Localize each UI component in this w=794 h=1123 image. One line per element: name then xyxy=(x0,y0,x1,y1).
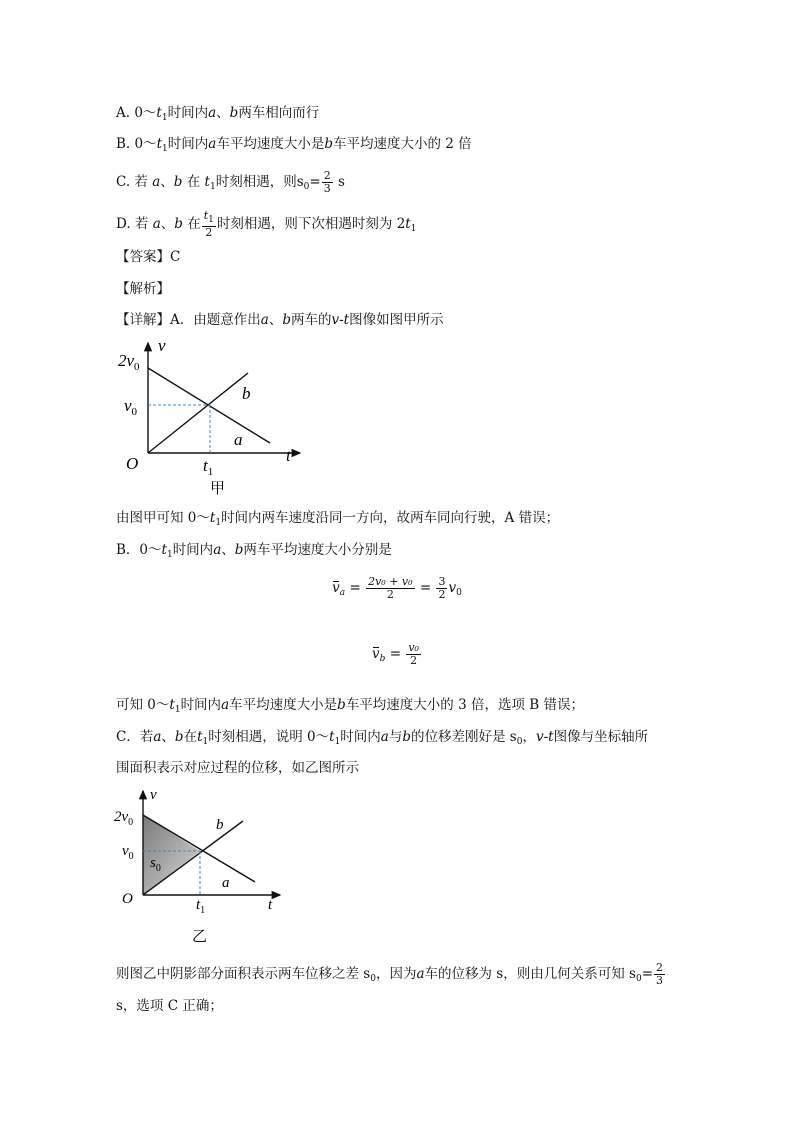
paragraph-7: s，选项 C 正确； xyxy=(116,998,223,1014)
fraction: $\frac{\text{v₀}}{2}$ xyxy=(408,641,419,667)
line-b-label: b xyxy=(216,817,224,833)
line-b xyxy=(148,373,248,453)
equation-vb: $v_b$ = $\frac{\text{v₀}}{2}$ xyxy=(372,641,419,667)
x-mark-label: $t_1$ xyxy=(196,897,206,916)
y-top-label: $2v_0$ xyxy=(114,809,134,828)
paragraph-5: 围面积表示对应过程的位移，如乙图所示 xyxy=(116,760,359,776)
y-mid-label: $v_0$ xyxy=(122,843,134,862)
figure-caption: 甲 xyxy=(210,481,226,497)
equation-va: $v_a$ = $\frac{\text{2v₀ + v₀}}{2}$ = $\frac{3}{2}$ $v_0$ xyxy=(332,575,462,601)
v-axis-label: v xyxy=(150,787,157,803)
option-c: C. 若 a、b 在 $t_1$时刻相遇，则$s_0=$ $\frac{2}{3}$ s xyxy=(116,169,345,195)
answer-line xyxy=(116,247,180,267)
figure-caption: 乙 xyxy=(192,929,208,945)
fraction: $\frac{3}{2}$ xyxy=(438,575,446,601)
line-a-label: a xyxy=(222,875,230,891)
t-axis-label: t xyxy=(286,446,291,465)
figure-yi xyxy=(110,785,290,945)
option-b: B. $0\sim t_1$时间内a车平均速度大小是b车平均速度大小的 2 倍 xyxy=(116,136,472,154)
paragraph-1: 由图甲可知 $0\sim t_1$时间内两车速度沿同一方向，故两车同向行驶，A 错误； xyxy=(116,510,560,528)
analysis-label: 【解析】 xyxy=(116,281,170,297)
origin-label: O xyxy=(126,454,139,473)
paragraph-3: 可知 $0\sim t_1$时间内a车平均速度大小是b车平均速度大小的 3 倍，选项 B 错误； xyxy=(116,697,584,715)
line-a-label: a xyxy=(234,430,243,449)
fraction: $\frac{\text{2v₀ + v₀}}{2}$ xyxy=(368,575,413,601)
fraction: $\frac{2}{3}$ xyxy=(323,169,331,195)
x-mark-label: $t_1$ xyxy=(203,456,214,478)
y-mid-label: $v_0$ xyxy=(124,396,138,418)
option-d: D. 若 a、b 在 $\frac{t_1}{2}$ 时刻相遇，则下次相遇时刻为 $2t_1$ xyxy=(116,209,417,239)
t-axis-label: t xyxy=(268,897,273,913)
shade-label: $s_0$ xyxy=(150,855,161,874)
fraction: $\frac{2}{3}$ xyxy=(656,961,664,987)
detail-a-line: 【详解】A．由题意作出a、b两车的v-t图像如图甲所示 xyxy=(116,312,444,328)
paragraph-4: C．若a、b在$t_1$时刻相遇，说明 $0\sim t_1$时间内a与b的位移差刚好是 $s_0$，v-t图像与坐标轴所 xyxy=(116,729,649,747)
line-b-label: b xyxy=(242,384,251,403)
figure-jia xyxy=(110,333,320,498)
y-top-label: $2v_0$ xyxy=(118,351,140,373)
fraction: $\frac{t_1}{2}$ xyxy=(203,209,214,239)
paragraph-2: B．$0\sim t_1$时间内a、b两车平均速度大小分别是 xyxy=(116,542,392,560)
answer-label: 【答案】 xyxy=(116,249,170,265)
origin-label: O xyxy=(122,891,133,907)
option-a: A. $0\sim t_1$时间内a、b两车相向而行 xyxy=(116,105,320,123)
answer-value: C xyxy=(170,249,181,265)
paragraph-6: 则图乙中阴影部分面积表示两车位移之差 $s_0$，因为a车的位移为 s，则由几何关系可知 $s_0=$ $\frac{2}{3}$ xyxy=(116,961,664,987)
v-axis-label: v xyxy=(158,336,166,355)
